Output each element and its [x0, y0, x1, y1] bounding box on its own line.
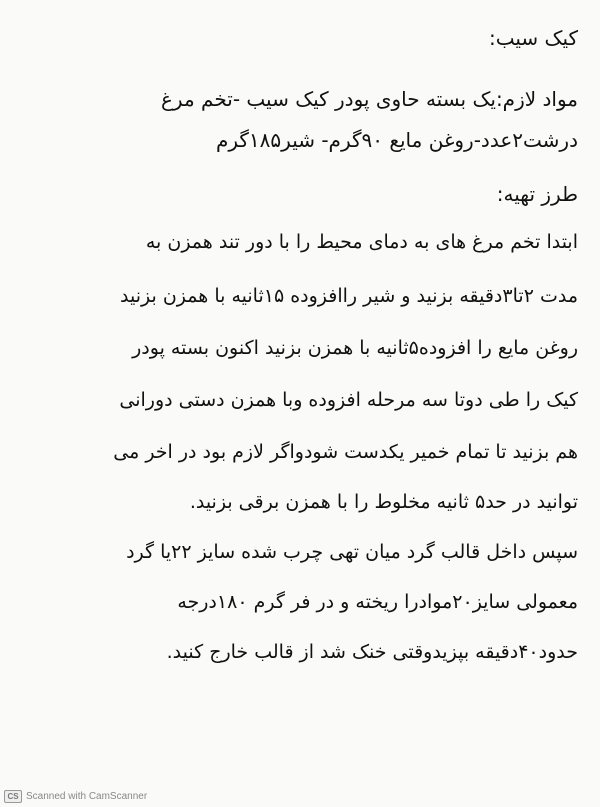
- ingredients-line-2: درشت۲عدد-روغن مایع ۹۰گرم- شیر۱۸۵گرم: [215, 128, 578, 152]
- camscanner-logo-icon: CS: [4, 790, 22, 803]
- method-line: روغن مایع را افزوده۵ثانیه با همزن بزنید اکنون بسته پودر: [132, 337, 578, 359]
- method-line: حدود۴۰دقیقه بپزیدوقتی خنک شد از قالب خارج کنید.: [166, 641, 578, 663]
- method-line: سپس داخل قالب گرد میان تهی چرب شده سایز ۲۲یا گرد: [126, 541, 578, 563]
- method-line: ابتدا تخم مرغ های به دمای محیط را با دور تند همزن به: [145, 231, 578, 253]
- method-line: معمولی سایز۲۰موادرا ریخته و در فر گرم ۱۸۰درجه: [177, 591, 578, 613]
- recipe-title: کیک سیب:: [489, 26, 578, 50]
- method-line: مدت ۲تا۳دقیقه بزنید و شیر راافزوده ۱۵ثانیه با همزن بزنید: [120, 285, 578, 307]
- watermark-text: Scanned with CamScanner: [26, 790, 148, 802]
- camscanner-watermark: [4, 789, 147, 803]
- method-line: هم بزنید تا تمام خمیر یکدست شودواگر لازم بود در اخر می: [113, 441, 578, 463]
- ingredients-line-1: مواد لازم:یک بسته حاوی پودر کیک سیب -تخم مرغ: [161, 87, 578, 111]
- method-line: توانید در حد۵ ثانیه مخلوط را با همزن برقی بزنید.: [189, 491, 578, 513]
- method-heading: طرز تهیه:: [496, 182, 578, 206]
- method-line: کیک را طی دوتا سه مرحله افزوده وبا همزن دستی دورانی: [119, 389, 578, 411]
